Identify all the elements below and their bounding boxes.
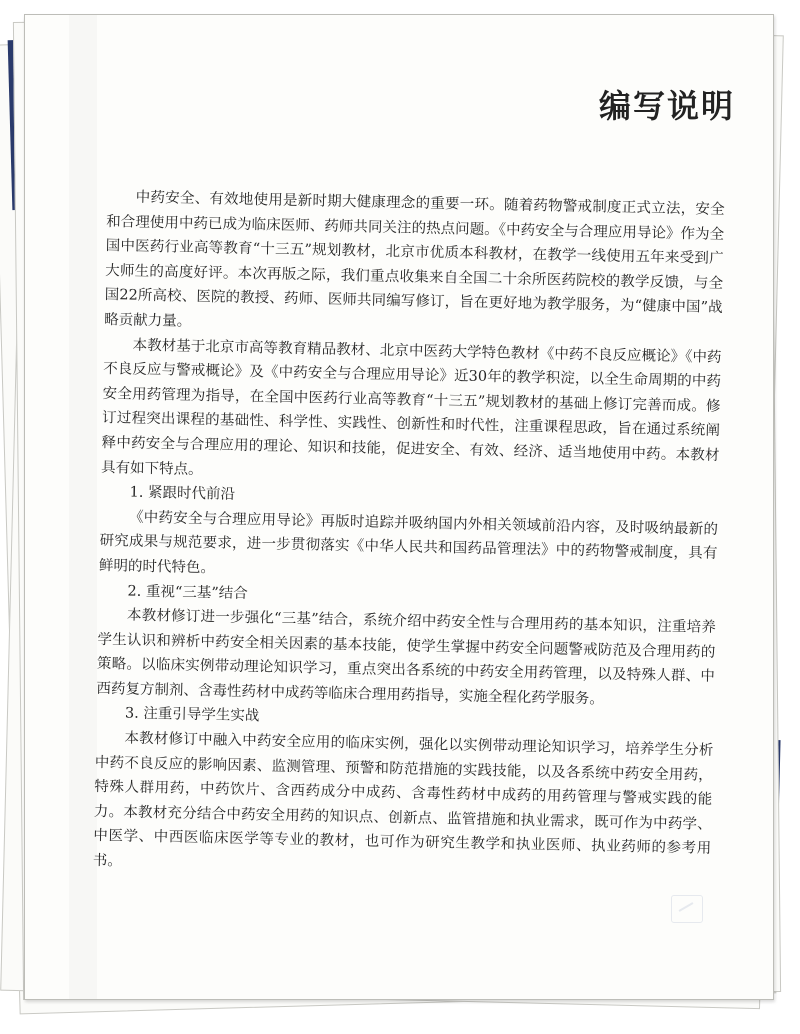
paragraph: 中药安全、有效地使用是新时期大健康理念的重要一环。随着药物警戒制度正式立法，安全和合理使用中药已成为临床医师、药师共同关注的热点问题。《中药安全与合理应用导论》作为全国中医药行业高等教育“十三五”规划教材，北京市优质本科教材，在教学一线使用五年来受到广大师生的高度好评。本次再版之际，我们重点收集来自全国二十余所医药院校的教学反馈，与全国22所高校、医院的教授、药师、医师共同编写修订，旨在更好地为教学服务，为“健康中国”战略贡献力量。 — [104, 189, 725, 330]
section-heading: 2. 重视“三基”结合 — [127, 583, 248, 602]
page-title: 编写说明 — [598, 87, 735, 125]
document-page — [24, 14, 774, 1000]
paragraph: 本教材修订中融入中药安全应用的临床实例，强化以实例带动理论知识学习，培养学生分析中药不良反应的影响因素、监测管理、预警和防范措施的实践技能，以及各系统中药安全用药，特殊人群用药，中药饮片、含西药成分中成药、含毒性药材中成药的用药管理与警戒实践的能力。本教材充分结合中药安全用药的知识点、创新点、监管措施和执业需求，既可作为中药学、中医学、中西医临床医学等专业的教材，也可作为研究生教学和执业医师、执业药师的参考用书。 — [92, 730, 714, 870]
paragraph: 本教材修订进一步强化“三基”结合，系统介绍中药安全性与合理用药的基本知识，注重培养学生认识和辨析中药安全相关因素的基本技能，使学生掌握中药安全问题警戒防范及合理用药的策略。以临床实例带动理论知识学习，重点突出各系统的中药安全用药管理，以及特殊人群、中西药复方制剂、含毒性药材中成药等临床合理用药指导，实施全程化药学服务。 — [96, 607, 717, 708]
paragraph: 本教材基于北京市高等教育精品教材、北京中医药大学特色教材《中药不良反应概论》《中药不良反应与警戒概论》及《中药安全与合理应用导论》近30年的教学积淀，以全生命周期的中药安全用药管理为指导，在全国中医药行业高等教育“十三五”规划教材的基础上修订完善而成。修订过程突出课程的基础性、科学性、实践性、创新性和时代性，注重课程思政，旨在通过系统阐释中药安全与合理应用的理论、知识和技能，促进安全、有效、经济、适当地使用中药。本教材具有如下特点。 — [100, 337, 722, 478]
faint-pencil-watermark-icon — [671, 895, 703, 923]
section-heading: 1. 紧跟时代前沿 — [129, 484, 236, 503]
body-text — [93, 185, 725, 886]
section-heading: 3. 注重引导学生实战 — [124, 705, 260, 725]
paragraph: 《中药安全与合理应用导论》再版时追踪并吸纳国内外相关领域前沿内容，及时吸纳最新的研究成果与规范要求，进一步贯彻落实《中华人民共和国药品管理法》中的药物警戒制度，具有鲜明的时代特色。 — [98, 509, 719, 577]
